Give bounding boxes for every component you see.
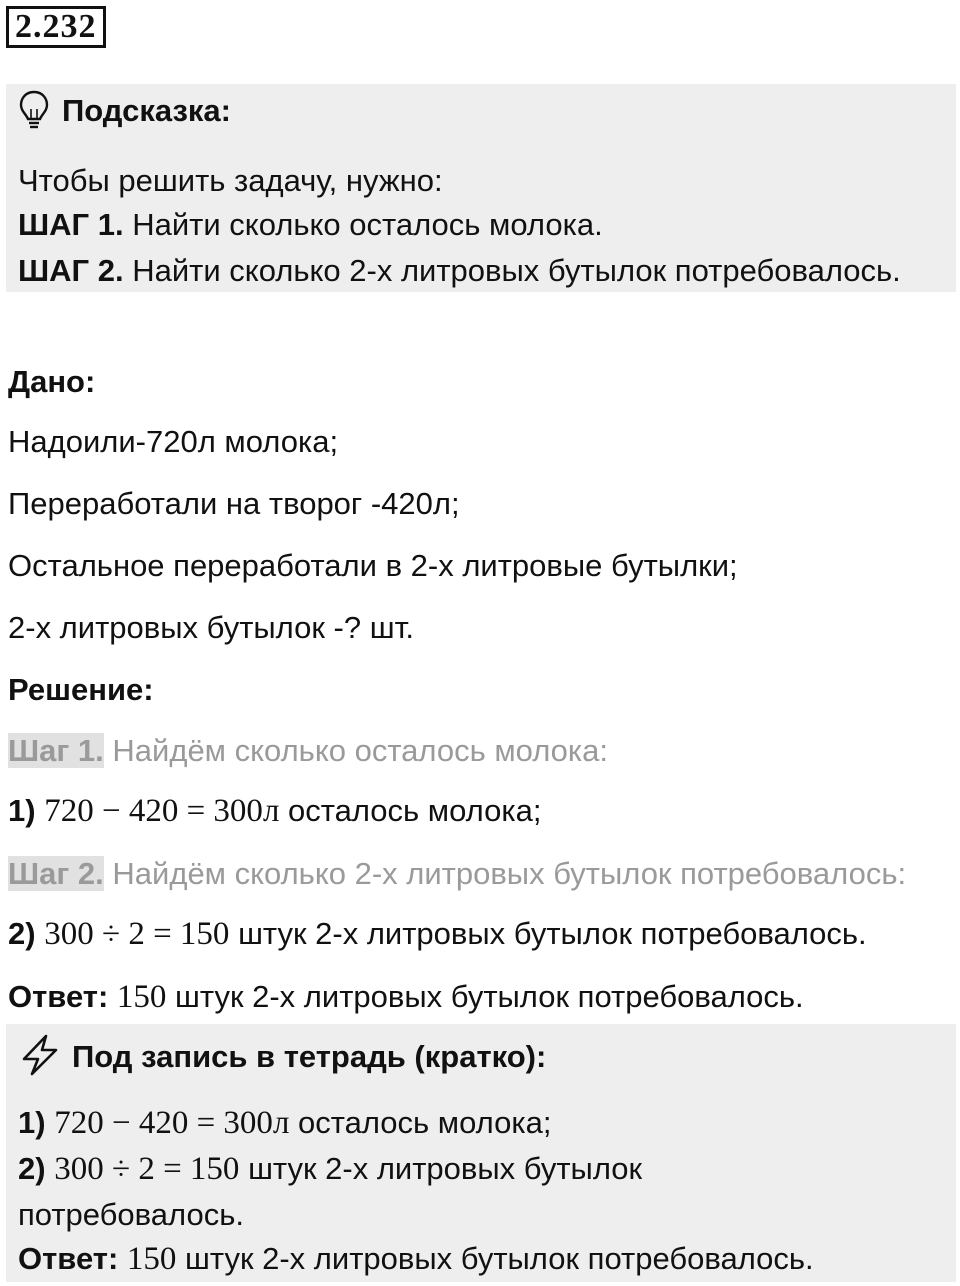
solution-step-2 bbox=[8, 858, 906, 889]
solution-answer-label: Ответ: bbox=[8, 979, 109, 1014]
solution-calc-2-num: 2) bbox=[8, 916, 36, 951]
solution-step-1-text: Найдём сколько осталось молока: bbox=[112, 733, 608, 768]
hint-step-2 bbox=[18, 255, 901, 286]
hint-step-2-label: ШАГ 2. bbox=[18, 253, 124, 288]
notebook-calc-1-unit: л bbox=[272, 1105, 290, 1141]
solution-answer-text: штук 2-х литровых бутылок потребовалось. bbox=[175, 979, 804, 1014]
notebook-calc-2-cont: потребовалось. bbox=[18, 1197, 244, 1232]
given-line-3: Остальное переработали в 2-х литровые бутылки; bbox=[8, 548, 738, 583]
given-line-2: Переработали на творог -420л; bbox=[8, 486, 460, 521]
solution-calc-1-num: 1) bbox=[8, 793, 36, 828]
notebook-calc-2 bbox=[18, 1153, 642, 1186]
notebook-calc-2-text: штук 2-х литровых бутылок bbox=[248, 1151, 643, 1186]
hint-step-1-label: ШАГ 1. bbox=[18, 207, 124, 242]
hint-step-1-text: Найти сколько осталось молока. bbox=[132, 207, 603, 242]
task-number: 2.232 bbox=[6, 6, 106, 48]
solution-calc-2 bbox=[8, 918, 867, 951]
solution-step-2-text: Найдём сколько 2-х литровых бутылок потребовалось: bbox=[112, 856, 907, 891]
hint-step-1 bbox=[18, 209, 603, 240]
solution-calc-2-expr: 300 ÷ 2 = 150 bbox=[44, 916, 230, 952]
lightning-icon bbox=[18, 1033, 62, 1077]
solution-calc-1-expr: 720 − 420 = 300 bbox=[44, 793, 263, 829]
solution-calc-1-text: осталось молока; bbox=[288, 793, 542, 828]
solution-title: Решение: bbox=[8, 672, 154, 707]
hint-step-2-text: Найти сколько 2-х литровых бутылок потребовалось. bbox=[132, 253, 901, 288]
solution-calc-2-text: штук 2-х литровых бутылок потребовалось. bbox=[238, 916, 867, 951]
given-line-4: 2-х литровых бутылок -? шт. bbox=[8, 610, 414, 645]
notebook-answer-value: 150 bbox=[126, 1241, 177, 1277]
notebook-calc-1 bbox=[18, 1107, 551, 1140]
notebook-title: Под запись в тетрадь (кратко): bbox=[72, 1039, 547, 1074]
solution-answer bbox=[8, 981, 804, 1014]
notebook-answer-label: Ответ: bbox=[18, 1241, 119, 1276]
notebook-calc-2-expr: 300 ÷ 2 = 150 bbox=[54, 1151, 240, 1187]
solution-step-1 bbox=[8, 735, 608, 766]
solution-calc-1-unit: л bbox=[262, 793, 280, 829]
notebook-answer-text: штук 2-х литровых бутылок потребовалось. bbox=[185, 1241, 814, 1276]
notebook-answer bbox=[18, 1243, 814, 1276]
notebook-calc-1-expr: 720 − 420 = 300 bbox=[54, 1105, 273, 1141]
notebook-calc-2-num: 2) bbox=[18, 1151, 46, 1186]
hint-title: Подсказка: bbox=[62, 93, 231, 128]
notebook-calc-1-text: осталось молока; bbox=[298, 1105, 552, 1140]
given-line-1: Надоили-720л молока; bbox=[8, 424, 339, 459]
solution-calc-1 bbox=[8, 795, 541, 828]
given-title: Дано: bbox=[8, 364, 96, 399]
lightbulb-icon bbox=[18, 89, 50, 131]
solution-answer-value: 150 bbox=[116, 979, 167, 1015]
solution-step-2-label: Шаг 2. bbox=[8, 856, 104, 891]
notebook-calc-1-num: 1) bbox=[18, 1105, 46, 1140]
hint-intro: Чтобы решить задачу, нужно: bbox=[18, 163, 443, 198]
solution-step-1-label: Шаг 1. bbox=[8, 733, 104, 768]
